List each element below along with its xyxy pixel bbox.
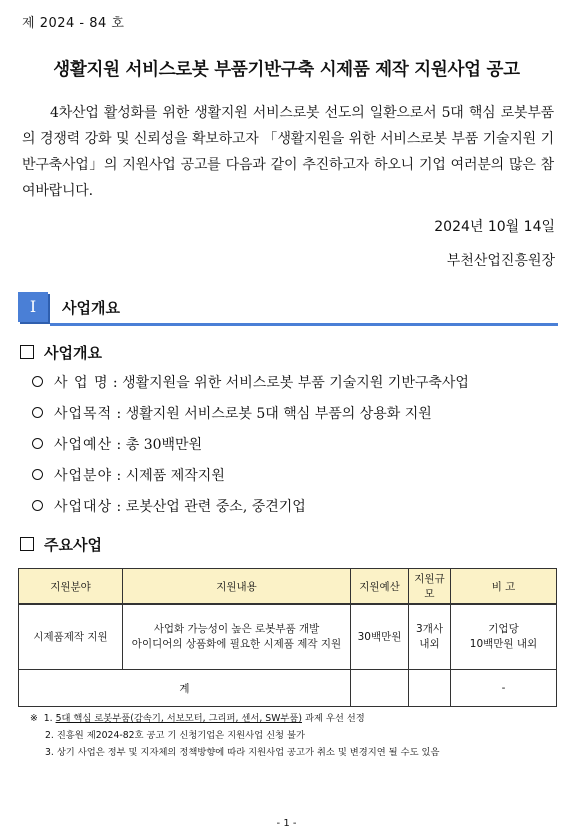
footnote-text: 과제 우선 선정 xyxy=(301,713,365,724)
note-line: 10백만원 내외 xyxy=(469,638,538,650)
item-value: 시제품 제작지원 xyxy=(125,468,225,484)
footnote-prefix: ※ xyxy=(30,713,38,724)
page-number: - 1 - xyxy=(276,818,297,829)
announcement-date: 2024년 10월 14일 xyxy=(434,219,555,235)
column-header: 지원예산 xyxy=(351,569,409,605)
content-line: 사업화 가능성이 높은 로봇부품 개발 xyxy=(153,623,320,635)
projects-table xyxy=(18,568,557,707)
item-label: 사업예산 xyxy=(54,437,113,453)
cell-note xyxy=(451,604,557,670)
item-value: 생활지원 서비스로봇 5대 핵심 부품의 상용화 지원 xyxy=(125,406,432,422)
item-value: 생활지원을 위한 서비스로봇 부품 기술지원 기반구축사업 xyxy=(122,375,469,391)
table-header-row xyxy=(19,569,557,605)
list-item: 사업목적 : 생활지원 서비스로봇 5대 핵심 부품의 상용화 지원 xyxy=(32,403,562,434)
page-title: 생활지원 서비스로봇 부품기반구축 시제품 제작 지원사업 공고 xyxy=(53,60,520,80)
content-line: 아이디어의 상품화에 필요한 시제품 제작 지원 xyxy=(131,638,342,650)
total-budget xyxy=(351,670,409,707)
footnotes xyxy=(30,710,560,761)
section-header xyxy=(18,292,558,326)
footnote-1 xyxy=(30,710,560,727)
item-value: 로봇산업 관련 중소, 중견기업 xyxy=(125,499,306,515)
item-label: 사업대상 xyxy=(54,499,113,515)
table-row xyxy=(19,604,557,670)
cell-scale xyxy=(409,604,451,670)
cell-content xyxy=(123,604,351,670)
notice-number: 제 2024 - 84 호 xyxy=(22,16,125,31)
intro-paragraph: 4차산업 활성화를 위한 생활지원 서비스로봇 선도의 일환으로서 5대 핵심 로봇부품의 경쟁력 강화 및 신뢰성을 확보하고자 「생활지원을 위한 서비스로봇 부품 기술지원 기반구축사업」의 지원사업 공고를 다음과 같이 추진하고자 하오니 기업 여러분의 많은 참여바랍니다. xyxy=(22,105,554,199)
list-item: 사업분야 : 시제품 제작지원 xyxy=(32,465,562,496)
main-projects-heading xyxy=(20,534,102,555)
list-item: 사업대상 : 로봇산업 관련 중소, 중견기업 xyxy=(32,496,562,527)
total-scale xyxy=(409,670,451,707)
overview-heading-text: 사업개요 xyxy=(44,344,102,362)
list-item: 사업예산 : 총 30백만원 xyxy=(32,434,562,465)
list-item: 사 업 명 : 생활지원을 위한 서비스로봇 부품 기술지원 기반구축사업 xyxy=(32,372,562,403)
total-note: - xyxy=(451,670,557,707)
circle-bullet-icon xyxy=(32,376,43,387)
column-header: 지원분야 xyxy=(19,569,123,605)
circle-bullet-icon xyxy=(32,407,43,418)
column-header: 비 고 xyxy=(451,569,557,605)
column-header: 지원내용 xyxy=(123,569,351,605)
footnote-2: 2. 진흥원 제2024-82호 공고 기 신청기업은 지원사업 신청 불가 xyxy=(45,730,305,741)
item-label: 사 업 명 xyxy=(54,375,109,391)
cell-field: 시제품제작 지원 xyxy=(19,604,123,670)
item-label: 사업목적 xyxy=(54,406,113,422)
cell-budget: 30백만원 xyxy=(351,604,409,670)
note-line: 기업당 xyxy=(488,623,519,635)
footnote-3: 3. 상기 사업은 정부 및 지자체의 정책방향에 따라 지원사업 공고가 취소 및 변경지연 될 수도 있음 xyxy=(45,747,440,758)
circle-bullet-icon xyxy=(32,500,43,511)
square-bullet-icon xyxy=(20,345,34,359)
scale-line: 3개사 xyxy=(416,623,443,635)
overview-heading xyxy=(20,342,102,363)
circle-bullet-icon xyxy=(32,438,43,449)
table-total-row xyxy=(19,670,557,707)
overview-list xyxy=(32,372,562,527)
section-title: 사업개요 xyxy=(62,299,120,317)
footnote-underlined-text: 5대 핵심 로봇부품(감속기, 서보모터, 그리퍼, 센서, SW부품) xyxy=(55,713,302,724)
circle-bullet-icon xyxy=(32,469,43,480)
main-projects-heading-text: 주요사업 xyxy=(44,536,102,554)
square-bullet-icon xyxy=(20,537,34,551)
item-label: 사업분야 xyxy=(54,468,113,484)
item-value: 총 30백만원 xyxy=(125,437,203,453)
footnote-number: 1. xyxy=(43,713,53,724)
total-label: 계 xyxy=(19,670,351,707)
section-number: Ⅰ xyxy=(18,292,48,322)
column-header: 지원규모 xyxy=(409,569,451,605)
section-divider xyxy=(50,323,558,326)
scale-line: 내외 xyxy=(419,638,440,650)
issuing-organization: 부천산업진흥원장 xyxy=(446,253,555,269)
